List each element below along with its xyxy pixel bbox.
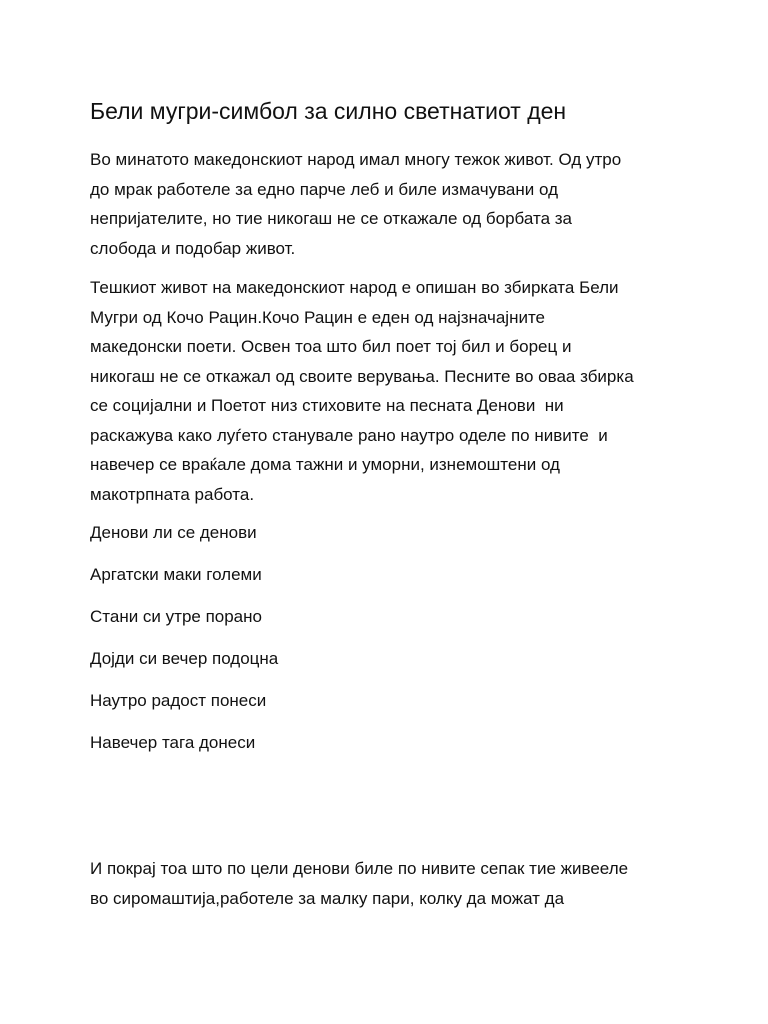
paragraph-line: И покрај тоа што по цели денови биле по нивите сепак тие живееле xyxy=(90,859,629,878)
paragraph-line: Мугри од Кочо Рацин.Кочо Рацин е еден од најзначајните xyxy=(90,307,546,327)
paragraph-line: Во минатото македонскиот народ имал многу тежок живот. Од утро xyxy=(90,150,622,169)
paragraph-line: до мрак работеле за едно парче леб и биле измачувани од xyxy=(90,179,558,199)
paragraph-line: раскажува како луѓето станувале рано наутро оделе по нивите и xyxy=(90,425,608,445)
paragraph-intro xyxy=(90,145,621,263)
verse-line: Наутро радост понеси xyxy=(90,691,267,710)
paragraph-line: навечер се враќале дома тажни и уморни, изнемоштени од xyxy=(90,455,560,474)
paragraph-line: слобода и подобар живот. xyxy=(90,238,296,258)
document-title: Бели мугри-симбол за силно светнатиот ден xyxy=(90,98,567,124)
verse-line: Дојди си вечер подоцна xyxy=(90,649,279,668)
verse-line: Навечер тага донеси xyxy=(90,733,256,752)
paragraph-line: се социјални и Поетот низ стиховите на песната Денови ни xyxy=(90,396,564,415)
paragraph-description xyxy=(90,273,634,509)
paragraph-conclusion xyxy=(90,854,628,913)
paragraph-line: макотрпната работа. xyxy=(90,484,255,504)
verse-line: Денови ли се денови xyxy=(90,523,257,542)
paragraph-line: никогаш не се откажал од своите верувања. Песните во оваа збирка xyxy=(90,366,634,386)
paragraph-line: македонски поети. Освен тоа што бил поет тој бил и борец и xyxy=(90,337,572,356)
paragraph-line: Тешкиот живот на македонскиот народ е опишан во збирката Бели xyxy=(90,278,619,297)
verse-line: Аргатски маки големи xyxy=(90,565,262,584)
paragraph-line: во сиромаштија,работеле за малку пари, колку да можат да xyxy=(90,888,565,908)
verse-line: Стани си утре порано xyxy=(90,607,262,626)
paragraph-line: непријателите, но тие никогаш не се откажале од борбата за xyxy=(90,209,573,228)
